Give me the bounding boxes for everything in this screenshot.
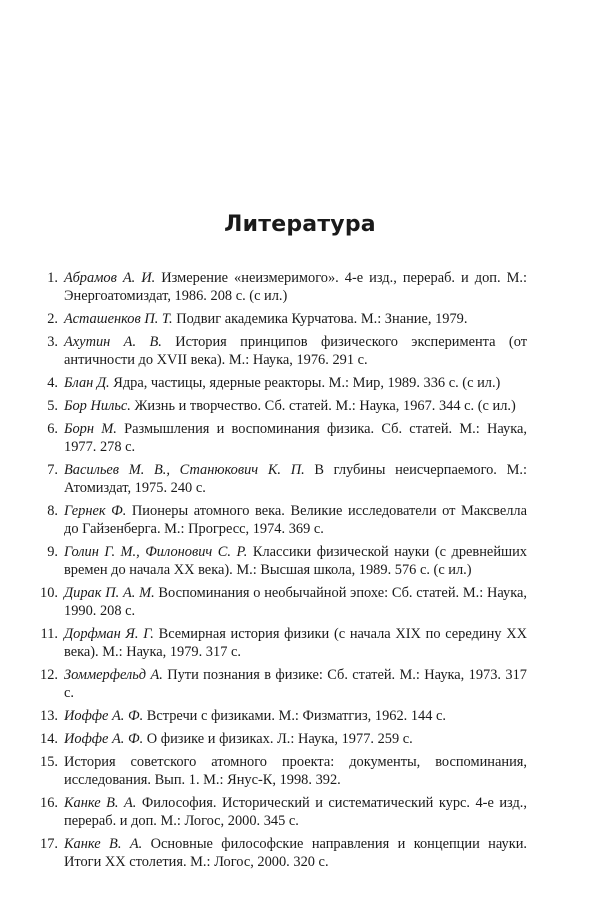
reference-number: 6. xyxy=(47,421,58,437)
reference-text: История советского атомного проекта: документы, воспоминания, исследования. Вып. 1. М.: Янус-К, 1998. 392. xyxy=(64,754,527,788)
reference-text: Пути познания в физике: Сб. статей. М.: Наука, 1973. 317 с. xyxy=(64,667,527,701)
reference-number: 13. xyxy=(40,708,58,724)
reference-author: Голин Г. М., Филонович С. Р. xyxy=(64,544,248,560)
reference-number: 2. xyxy=(47,311,58,327)
reference-text: Пионеры атомного века. Великие исследователи от Максвелла до Гайзенберга. М.: Прогресс, 1974. 369 с. xyxy=(64,503,527,537)
reference-number: 3. xyxy=(47,334,58,350)
reference-number: 17. xyxy=(40,836,58,852)
reference-author: Борн М. xyxy=(64,421,117,437)
reference-number: 14. xyxy=(40,731,58,747)
reference-item xyxy=(40,397,527,415)
reference-author: Дорфман Я. Г. xyxy=(64,626,154,642)
reference-author: Ахутин А. В. xyxy=(64,334,162,350)
reference-text: Основные философские направления и концепции науки. Итоги XX столетия. М.: Логос, 2000. 320 с. xyxy=(64,836,528,870)
reference-author: Иоффе А. Ф. xyxy=(64,708,144,724)
reference-number: 12. xyxy=(40,667,58,683)
reference-author: Иоффе А. Ф. xyxy=(64,731,144,747)
reference-author: Дирак П. А. М. xyxy=(64,585,155,601)
reference-number: 4. xyxy=(47,375,58,391)
reference-item xyxy=(40,835,527,871)
reference-author: Абрамов А. И. xyxy=(64,270,156,286)
reference-number: 7. xyxy=(47,462,58,478)
reference-number: 16. xyxy=(40,795,58,811)
reference-item xyxy=(40,543,527,579)
reference-list xyxy=(40,269,527,876)
reference-item xyxy=(40,269,527,305)
reference-item xyxy=(40,666,527,702)
reference-item xyxy=(40,753,527,789)
reference-item xyxy=(40,502,527,538)
reference-text: В глубины неисчерпаемого. М.: Атомиздат, 1975. 240 с. xyxy=(64,462,527,496)
reference-text: История принципов физического эксперимента (от античности до XVII века). М.: Наука, 1976. 291 с. xyxy=(64,334,527,368)
reference-text: Подвиг академика Курчатова. М.: Знание, 1979. xyxy=(172,311,468,327)
page-title: Литература xyxy=(224,212,376,237)
reference-author: Канке В. А. xyxy=(64,836,143,852)
reference-item xyxy=(40,374,527,392)
reference-text: Встречи с физиками. М.: Физматгиз, 1962. 144 с. xyxy=(143,708,447,724)
reference-item xyxy=(40,730,527,748)
reference-text: Размышления и воспоминания физика. Сб. статей. М.: Наука, 1977. 278 с. xyxy=(64,421,528,455)
reference-item xyxy=(40,333,527,369)
reference-author: Гернек Ф. xyxy=(64,503,127,519)
reference-text: Воспоминания о необычайной эпохе: Сб. статей. М.: Наука, 1990. 208 с. xyxy=(64,585,528,619)
reference-number: 11. xyxy=(40,626,58,642)
reference-text: Классики физической науки (с древнейших времен до начала XX века). М.: Высшая школа, 1989. 576 с. (с ил.) xyxy=(64,544,527,578)
reference-number: 1. xyxy=(47,270,58,286)
reference-item xyxy=(40,625,527,661)
reference-author: Васильев М. В., Станюкович К. П. xyxy=(64,462,305,478)
reference-item xyxy=(40,420,527,456)
reference-text: Всемирная история физики (с начала XIX по середину XX века). М.: Наука, 1979. 317 с. xyxy=(64,626,527,660)
reference-item xyxy=(40,584,527,620)
reference-text: Жизнь и творчество. Сб. статей. М.: Наука, 1967. 344 с. (с ил.) xyxy=(130,398,516,414)
reference-author: Блан Д. xyxy=(64,375,110,391)
reference-text: Измерение «неизмеримого». 4-е изд., перераб. и доп. М.: Энергоатомиздат, 1986. 208 с. (с ил.) xyxy=(64,270,528,304)
reference-number: 10. xyxy=(40,585,58,601)
reference-number: 5. xyxy=(47,398,58,414)
reference-author: Асташенков П. Т. xyxy=(64,311,173,327)
reference-author: Зоммерфельд А. xyxy=(64,667,163,683)
reference-author: Бор Нильс. xyxy=(64,398,131,414)
reference-number: 8. xyxy=(47,503,58,519)
reference-item xyxy=(40,310,527,328)
reference-item xyxy=(40,707,527,725)
reference-text: Ядра, частицы, ядерные реакторы. М.: Мир, 1989. 336 с. (с ил.) xyxy=(109,375,501,391)
reference-number: 15. xyxy=(40,754,58,770)
reference-item xyxy=(40,461,527,497)
reference-number: 9. xyxy=(47,544,58,560)
reference-text: Философия. Исторический и систематический курс. 4-е изд., перераб. и доп. М.: Логос, 2000. 345 с. xyxy=(64,795,527,829)
reference-item xyxy=(40,794,527,830)
reference-text: О физике и физиках. Л.: Наука, 1977. 259 с. xyxy=(143,731,413,747)
reference-author: Канке В. А. xyxy=(64,795,137,811)
